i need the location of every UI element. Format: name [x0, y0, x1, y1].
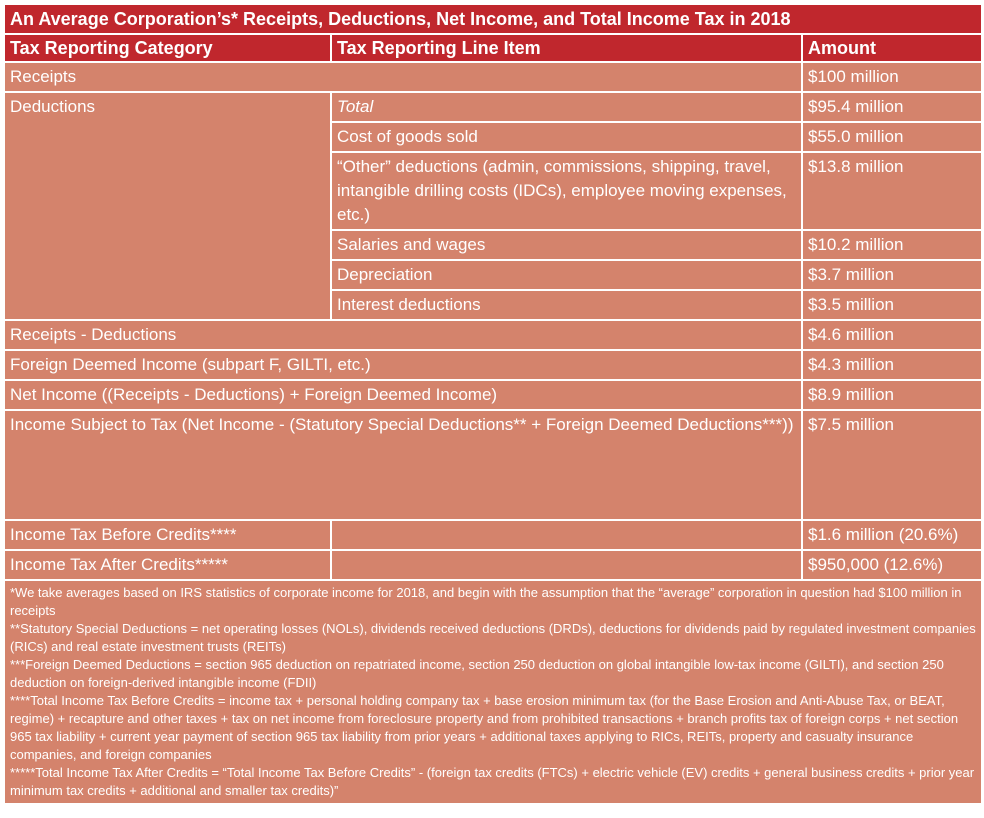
foreign-deemed-income-amount: $4.3 million [802, 350, 982, 380]
footnote-1: *We take averages based on IRS statistics of corporate income for 2018, and begin with the assumption that the “average” corporation in question had $100 million in receipts [10, 585, 962, 618]
footnotes-row [4, 580, 982, 804]
tax-after-credits-category: Income Tax After Credits***** [4, 550, 331, 580]
other-deductions-amount: $13.8 million [802, 152, 982, 230]
interest-item: Interest deductions [331, 290, 802, 320]
net-income-category: Net Income ((Receipts - Deductions) + Foreign Deemed Income) [4, 380, 802, 410]
tax-before-credits-amount: $1.6 million (20.6%) [802, 520, 982, 550]
cogs-amount: $55.0 million [802, 122, 982, 152]
interest-amount: $3.5 million [802, 290, 982, 320]
salaries-amount: $10.2 million [802, 230, 982, 260]
footnote-3: ***Foreign Deemed Deductions = section 965 deduction on repatriated income, section 250 deduction on global intangible low-tax income (GILTI), and section 250 deduction on foreign-derived intangible income (FDII) [10, 657, 944, 690]
table-row-income-subject-to-tax [4, 410, 982, 520]
table-row-net-income [4, 380, 982, 410]
footnotes [4, 580, 982, 804]
header-amount: Amount [802, 34, 982, 62]
tax-table [3, 3, 983, 805]
footnote-2: **Statutory Special Deductions = net operating losses (NOLs), dividends received deductions (DRDs), deductions for dividends paid by regulated investment companies (RICs) and real estate investment trusts (REITs) [10, 621, 976, 654]
table-row-foreign-deemed-income [4, 350, 982, 380]
table-row-receipts [4, 62, 982, 92]
foreign-deemed-income-category: Foreign Deemed Income (subpart F, GILTI, etc.) [4, 350, 802, 380]
income-subject-to-tax-category: Income Subject to Tax (Net Income - (Statutory Special Deductions** + Foreign Deemed Deductions***)) [4, 410, 802, 520]
deductions-total-item: Total [331, 92, 802, 122]
receipts-minus-deductions-amount: $4.6 million [802, 320, 982, 350]
tax-before-credits-empty [331, 520, 802, 550]
cogs-item: Cost of goods sold [331, 122, 802, 152]
deductions-total-amount: $95.4 million [802, 92, 982, 122]
footnote-4: ****Total Income Tax Before Credits = income tax + personal holding company tax + base erosion minimum tax (for the Base Erosion and Anti-Abuse Tax, or BEAT, regime) + recapture and other taxes + tax on net income from foreclosure property and from prohibited transactions + branch profits tax of foreign corps + net section 965 tax liability + current year payment of section 965 tax liability from prior years + additional taxes applying to RICs, REITs, property and casualty insurance companies, and foreign companies [10, 693, 959, 762]
tax-after-credits-empty [331, 550, 802, 580]
header-category: Tax Reporting Category [4, 34, 331, 62]
tax-after-credits-amount: $950,000 (12.6%) [802, 550, 982, 580]
net-income-amount: $8.9 million [802, 380, 982, 410]
receipts-minus-deductions-category: Receipts - Deductions [4, 320, 802, 350]
table-row-receipts-minus-deductions [4, 320, 982, 350]
depreciation-amount: $3.7 million [802, 260, 982, 290]
header-line-item: Tax Reporting Line Item [331, 34, 802, 62]
title-row [4, 4, 982, 34]
receipts-category: Receipts [4, 62, 802, 92]
table-row-tax-before-credits [4, 520, 982, 550]
depreciation-item: Depreciation [331, 260, 802, 290]
table-row-tax-after-credits [4, 550, 982, 580]
table-row-deductions-total [4, 92, 982, 122]
footnote-5: *****Total Income Tax After Credits = “Total Income Tax Before Credits” - (foreign tax credits (FTCs) + electric vehicle (EV) credits + general business credits + prior year minimum tax credits + additional and smaller tax credits)” [10, 765, 975, 798]
header-row [4, 34, 982, 62]
deductions-category: Deductions [4, 92, 331, 320]
tax-before-credits-category: Income Tax Before Credits**** [4, 520, 331, 550]
income-subject-to-tax-amount: $7.5 million [802, 410, 982, 520]
receipts-amount: $100 million [802, 62, 982, 92]
other-deductions-item: “Other” deductions (admin, commissions, shipping, travel, intangible drilling costs (IDCs), employee moving expenses, etc.) [331, 152, 802, 230]
table-title: An Average Corporation’s* Receipts, Deductions, Net Income, and Total Income Tax in 2018 [4, 4, 982, 34]
salaries-item: Salaries and wages [331, 230, 802, 260]
